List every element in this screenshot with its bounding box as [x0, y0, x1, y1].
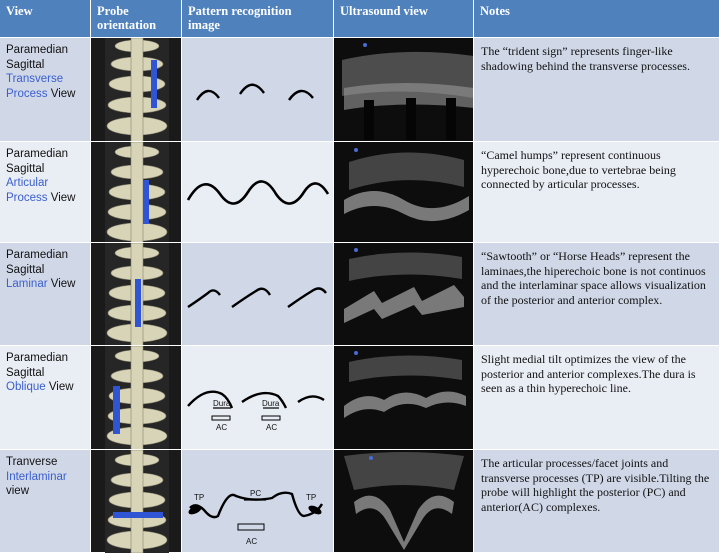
- pattern-image: [182, 243, 334, 345]
- ultrasound-image: [334, 38, 474, 141]
- ac-label: AC: [216, 423, 228, 432]
- ultrasound-image: [334, 346, 474, 449]
- ultrasound-image: [334, 243, 474, 345]
- ultrasound-scan: [334, 346, 474, 449]
- ultrasound-scan: [334, 243, 474, 345]
- view-label: Paramedian Sagittal Articular Process View: [0, 142, 91, 242]
- notes-text: The articular processes/facet joints and transverse processes (TP) are visible.Tilting the probe will highlight the posterior (PC) and anterior(AC) complexes.: [481, 456, 710, 514]
- tp-label: TP: [194, 493, 205, 502]
- view-label: Paramedian Sagittal Oblique View: [0, 346, 91, 449]
- spine-model-image: [91, 346, 182, 450]
- ultrasound-image: [334, 142, 474, 242]
- spine-model-image: [91, 142, 182, 243]
- notes-text: Slight medial tilt optimizes the view of the posterior and anterior complexes.The dura is seen as a thin hyperechoic line.: [481, 352, 696, 395]
- notes-text: “Sawtooth” or “Horse Heads” represent the laminaes,the hiperechoic bone is not continuos and the interlaminar space allows visualization of the posterior and anterior complex.: [481, 249, 706, 307]
- pattern-image: [182, 450, 334, 552]
- spine-model-image: [91, 450, 182, 553]
- notes-text: The “trident sign” represents finger-like shadowing behind the transverse processes.: [481, 44, 690, 73]
- table-row: [0, 37, 719, 141]
- probe-orientation-image: [91, 450, 182, 552]
- table-row: [0, 449, 719, 552]
- pattern-image: [182, 346, 334, 449]
- table-row: [0, 141, 719, 242]
- pattern-image: [182, 38, 334, 141]
- probe-orientation-image: [91, 142, 182, 242]
- view-label: Tranverse Interlaminar view: [0, 450, 91, 552]
- view-label: Paramedian Sagittal Transverse Process View: [0, 38, 91, 141]
- ultrasound-scan: [334, 38, 474, 141]
- ac-label: AC: [246, 537, 258, 546]
- table-row: [0, 345, 719, 449]
- probe-orientation-image: [91, 346, 182, 449]
- ac-label: AC: [266, 423, 278, 432]
- table-row: [0, 242, 719, 345]
- header-ultrasound: Ultrasound view: [334, 0, 474, 37]
- pc-label: PC: [250, 489, 262, 498]
- tp-label: TP: [306, 493, 317, 502]
- notes-text: “Camel humps” represent continuous hyperechoic bone,due to vertebrae being connected by articular processes.: [481, 148, 676, 191]
- header-probe: Probe orientation: [91, 0, 182, 37]
- ultrasound-scan: [334, 450, 474, 552]
- camel-humps-pattern: [182, 142, 334, 243]
- probe-orientation-image: [91, 38, 182, 141]
- sawtooth-pattern: [182, 243, 334, 346]
- header-pattern: Pattern recognition image: [182, 0, 334, 37]
- header-notes: Notes: [480, 4, 510, 18]
- spine-model-image: [91, 243, 182, 346]
- ultrasound-scan: [334, 142, 474, 242]
- header-view: View: [0, 0, 91, 37]
- dura-label: Dura: [262, 399, 280, 408]
- probe-orientation-image: [91, 243, 182, 345]
- dura-label: Dura: [213, 399, 231, 408]
- view-label: Paramedian Sagittal Laminar View: [0, 243, 91, 345]
- ultrasound-image: [334, 450, 474, 552]
- table-header: [0, 0, 719, 37]
- pattern-image: [182, 142, 334, 242]
- trident-pattern: [182, 38, 334, 142]
- oblique-pattern: [182, 346, 334, 450]
- interlaminar-pattern: [182, 450, 334, 553]
- spine-model-image: [91, 38, 182, 142]
